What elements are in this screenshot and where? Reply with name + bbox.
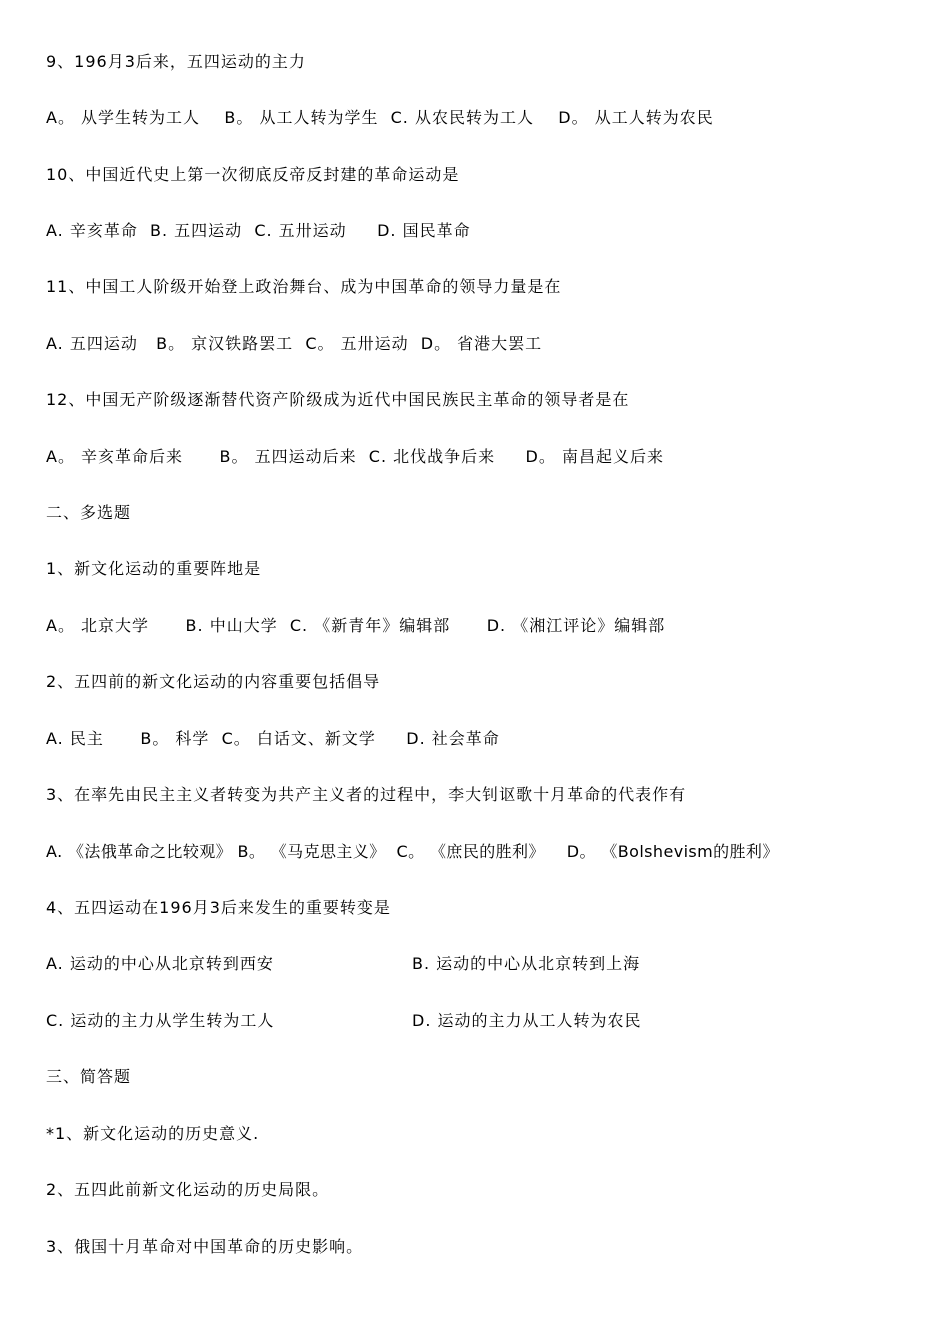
mc-question-3: 3、在率先由民主主义者转变为共产主义者的过程中，李大钊讴歌十月革命的代表作有	[46, 785, 687, 804]
question-10: 10、中国近代史上第一次彻底反帝反封建的革命运动是	[46, 165, 460, 184]
question-11-options: A. 五四运动 B。 京汉铁路罢工 C。 五卅运动 D。 省港大罢工	[46, 334, 543, 353]
question-10-options: A. 辛亥革命 B. 五四运动 C. 五卅运动 D. 国民革命	[46, 221, 471, 240]
mc-question-4: 4、五四运动在196月3后来发生的重要转变是	[46, 898, 391, 917]
mc-question-2: 2、五四前的新文化运动的内容重要包括倡导	[46, 672, 381, 691]
short-answer-question-1: *1、新文化运动的历史意义.	[46, 1124, 260, 1143]
mc-question-1: 1、新文化运动的重要阵地是	[46, 559, 262, 578]
mc-question-4-option-b: B. 运动的中心从北京转到上海	[412, 954, 641, 973]
question-12-options: A。 辛亥革命后来 B。 五四运动后来 C. 北伐战争后来 D。 南昌起义后来	[46, 447, 664, 466]
mc-question-4-option-d: D. 运动的主力从工人转为农民	[412, 1011, 642, 1030]
question-9-options: A。 从学生转为工人 B。 从工人转为学生 C. 从农民转为工人 D。 从工人转为农民	[46, 108, 714, 127]
question-11: 11、中国工人阶级开始登上政治舞台、成为中国革命的领导力量是在	[46, 277, 562, 296]
short-answer-question-2: 2、五四此前新文化运动的历史局限。	[46, 1180, 330, 1199]
section-heading-short-answer: 三、简答题	[46, 1067, 132, 1086]
mc-question-4-option-c: C. 运动的主力从学生转为工人	[46, 1011, 275, 1030]
mc-question-2-options: A. 民主 B。 科学 C。 白话文、新文学 D. 社会革命	[46, 729, 500, 748]
question-12: 12、中国无产阶级逐渐替代资产阶级成为近代中国民族民主革命的领导者是在	[46, 390, 630, 409]
question-9: 9、196月3后来，五四运动的主力	[46, 52, 306, 71]
short-answer-question-3: 3、俄国十月革命对中国革命的历史影响。	[46, 1237, 364, 1256]
mc-question-4-option-a: A. 运动的中心从北京转到西安	[46, 954, 274, 973]
section-heading-multiple-choice: 二、多选题	[46, 503, 132, 522]
mc-question-1-options: A。 北京大学 B. 中山大学 C. 《新青年》编辑部 D. 《湘江评论》编辑部	[46, 616, 666, 635]
mc-question-3-options: A. 《法俄革命之比较观》 B。 《马克思主义》 C。 《庶民的胜利》 D。 《Bolshevism的胜利》	[46, 842, 779, 861]
